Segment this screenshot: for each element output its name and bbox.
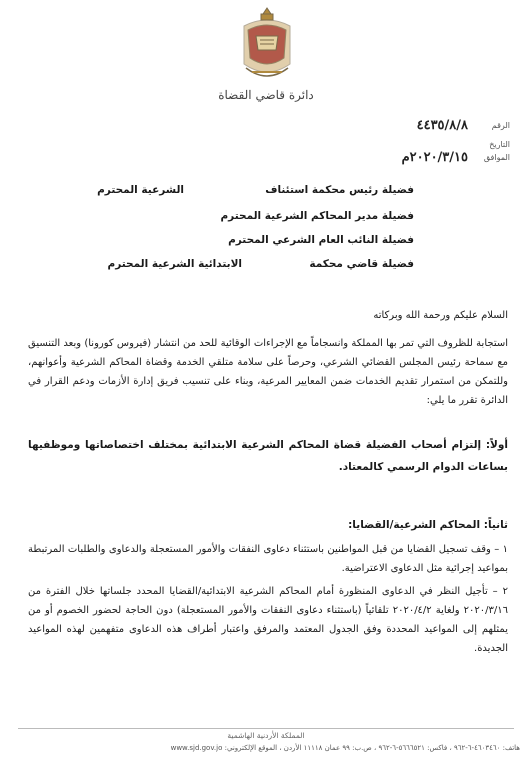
second-item-1: ١ – وقف تسجيل القضايا من قبل المواطنين باستثناء دعاوى النفقات والأمور المستعجلة والدعاوى والطلبات المرتبطة بمواعيد إجرائية مثل الدعاوى الاعتراضية. bbox=[28, 544, 508, 574]
department-name: دائرة قاضي القضاة bbox=[218, 88, 314, 102]
addressee-4-left: الابتدائية الشرعية المحترم bbox=[107, 258, 242, 270]
ref-number-value: ٤٤٣٥/٨/٨ bbox=[416, 118, 468, 133]
addressee-3: فضيلة النائب العام الشرعي المحترم bbox=[228, 234, 414, 246]
first-point: أولاً: إلتزام أصحاب الفضيلة قضاة المحاكم الشرعية الابتدائية بمختلف اختصاصاتها وموظفيها بساعات الدوام الرسمي كالمعتاد. bbox=[28, 439, 508, 473]
reference-block bbox=[340, 116, 510, 167]
second-heading: ثانياً: المحاكم الشرعية/القضايا: bbox=[348, 519, 508, 531]
addressee-1-right: فضيلة رئيس محكمة استئناف bbox=[265, 184, 414, 196]
addressee-2: فضيلة مدير المحاكم الشرعية المحترم bbox=[220, 210, 414, 222]
jordan-coat-of-arms-icon bbox=[236, 6, 298, 86]
footer-divider bbox=[18, 728, 514, 729]
footer-kingdom: المملكة الأردنية الهاشمية bbox=[227, 731, 305, 740]
footer-contact bbox=[12, 744, 520, 752]
ref-equivalent-label: الموافق bbox=[483, 153, 510, 162]
second-item-2: ٢ – تأجيل النظر في الدعاوى المنظورة أمام المحاكم الشرعية الابتدائية/القضايا المحدد جلساتها خلال الفترة من ٢٠٢٠/٣/١٦ ولغاية ٢٠٢٠/٤/٢ تلقائياً (باستثناء دعاوى النفقات والأمور المستعجلة) دون الحاجة لحضور الخصوم أو من يمثلهم إلى المواعيد المحددة وفق الجدول المعتمد والمرفق واعتبار أطراف هذه الدعاوى متفهمين لهذه المواعيد الجديدة. bbox=[28, 586, 509, 654]
addressee-1-left: الشرعية المحترم bbox=[97, 184, 184, 196]
footer-website-link[interactable]: www.sjd.gov.jo bbox=[170, 744, 223, 752]
footer-contact-text: هاتف: ٤٦٠٣٤٦٠-٦-٩٦٢ ، فاكس: ٥٦٦٦٥٢١-٦-٩٦٢ ، ص.ب: ٩٩ عمان ١١١١٨ الأردن ، الموقع الإلكتروني: bbox=[224, 744, 520, 752]
ref-date-label: التاريخ bbox=[489, 140, 510, 149]
ref-equivalent-row bbox=[340, 148, 510, 167]
ref-equivalent-value: ٢٠٢٠/٣/١٥م bbox=[401, 150, 468, 165]
greeting: السلام عليكم ورحمة الله وبركاته bbox=[373, 310, 508, 321]
intro-paragraph: استجابة للظروف التي تمر بها المملكة وانسجاماً مع الإجراءات الوقائية للحد من انتشار (فيروس كورونا) وبعد التنسيق مع سماحة رئيس المجلس القضائي الشرعي، وحرصاً على سلامة متلقي الخدمة وقضاة المحاكم الشرعية وأعوانهم، وللتمكن من استمرار تقديم الخدمات ضمن المعايير المرعية، وبناء على تنسيب فريق إدارة الأزمات ودعم القرار في الدائرة تقرر ما يلي: bbox=[28, 338, 508, 406]
ref-number-label: الرقم bbox=[491, 121, 510, 130]
addressee-4-right: فضيلة قاضي محكمة bbox=[309, 258, 414, 270]
ref-number-row bbox=[340, 116, 510, 135]
